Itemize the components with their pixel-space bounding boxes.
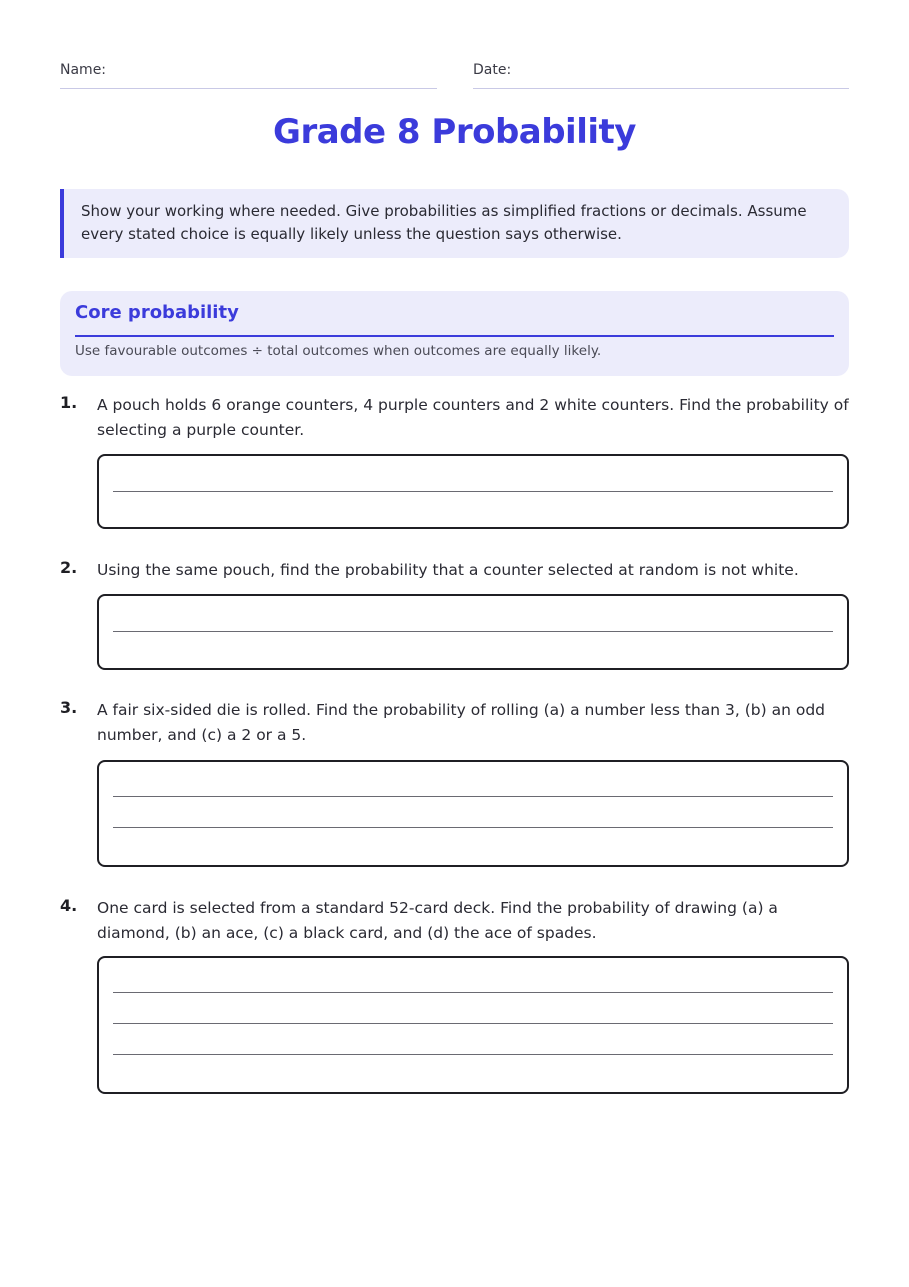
answer-line xyxy=(113,827,833,828)
section-subtitle: Use favourable outcomes ÷ total outcomes when outcomes are equally likely. xyxy=(75,343,602,359)
answer-line xyxy=(113,796,833,797)
question-number: 3. xyxy=(60,698,78,717)
answer-box[interactable] xyxy=(97,594,849,670)
answer-box[interactable] xyxy=(97,454,849,529)
section-title: Core probability xyxy=(75,302,239,323)
answer-line xyxy=(113,631,833,632)
name-field[interactable] xyxy=(60,60,437,89)
answer-box[interactable] xyxy=(97,760,849,867)
answer-line xyxy=(113,992,833,993)
answer-line xyxy=(113,1054,833,1055)
name-label: Name: xyxy=(60,62,107,78)
question-text: A pouch holds 6 orange counters, 4 purple counters and 2 white counters. Find the probability of selecting a purple counter. xyxy=(97,396,849,439)
answer-line xyxy=(113,1023,833,1024)
answer-line xyxy=(113,491,833,492)
answer-box[interactable] xyxy=(97,956,849,1094)
question-text: A fair six-sided die is rolled. Find the probability of rolling (a) a number less than 3, (b) an odd number, and (c) a 2 or a 5. xyxy=(97,701,826,744)
question-number: 4. xyxy=(60,896,78,915)
date-label: Date: xyxy=(473,62,512,78)
instructions-box: Show your working where needed. Give probabilities as simplified fractions or decimals. Assume every stated choice is equally likely unless the question says otherwise. xyxy=(60,189,849,258)
question-number: 1. xyxy=(60,393,78,412)
section-divider xyxy=(75,335,834,337)
section-header xyxy=(60,291,849,376)
page-title: Grade 8 Probability xyxy=(273,112,636,152)
header-fields xyxy=(60,60,849,90)
question-text: One card is selected from a standard 52-card deck. Find the probability of drawing (a) a diamond, (b) an ace, (c) a black card, and (d) the ace of spades. xyxy=(97,899,778,942)
question-number: 2. xyxy=(60,558,78,577)
date-field[interactable] xyxy=(473,60,849,89)
question-text: Using the same pouch, find the probability that a counter selected at random is not white. xyxy=(97,561,799,579)
